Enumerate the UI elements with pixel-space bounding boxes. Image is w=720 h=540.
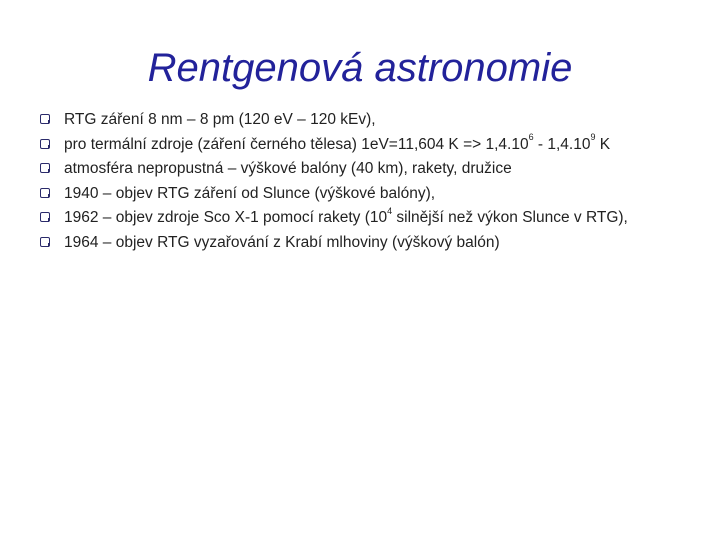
bullet-item (40, 182, 710, 207)
bullet-text: pro termální zdroje (záření černého tělesa) 1eV=11,604 $K => 1,4.10^6 - 1,4.10^9$ K (64, 132, 611, 153)
bullet-item (40, 108, 710, 133)
checkbox-bullet-icon (40, 237, 50, 247)
checkbox-bullet-icon (40, 139, 50, 149)
bullet-text: atmosféra nepropustná – výškové balóny (40 km), rakety, družice (64, 160, 512, 178)
bullet-text: 1962 – objev zdroje Sco X-1 pomocí rakety ($10^4$ silnější než výkon Slunce v RTG), (64, 206, 628, 227)
checkbox-bullet-icon (40, 163, 50, 173)
bullet-item (40, 231, 710, 256)
bullet-text: 1940 – objev RTG záření od Slunce (výškové balóny), (64, 184, 436, 202)
bullet-text: 1964 – objev RTG vyzařování z Krabí mlhoviny (výškový balón) (64, 233, 500, 251)
checkbox-bullet-icon (40, 212, 50, 222)
checkbox-bullet-icon (40, 114, 50, 124)
checkbox-bullet-icon (40, 188, 50, 198)
bullet-list (40, 108, 710, 256)
bullet-item (40, 157, 710, 182)
slide-title: Rentgenová astronomie (147, 46, 573, 90)
bullet-text: RTG záření 8 nm – 8 pm (120 eV – 120 kEv), (64, 111, 376, 128)
bullet-item (40, 133, 710, 158)
bullet-item (40, 206, 710, 231)
